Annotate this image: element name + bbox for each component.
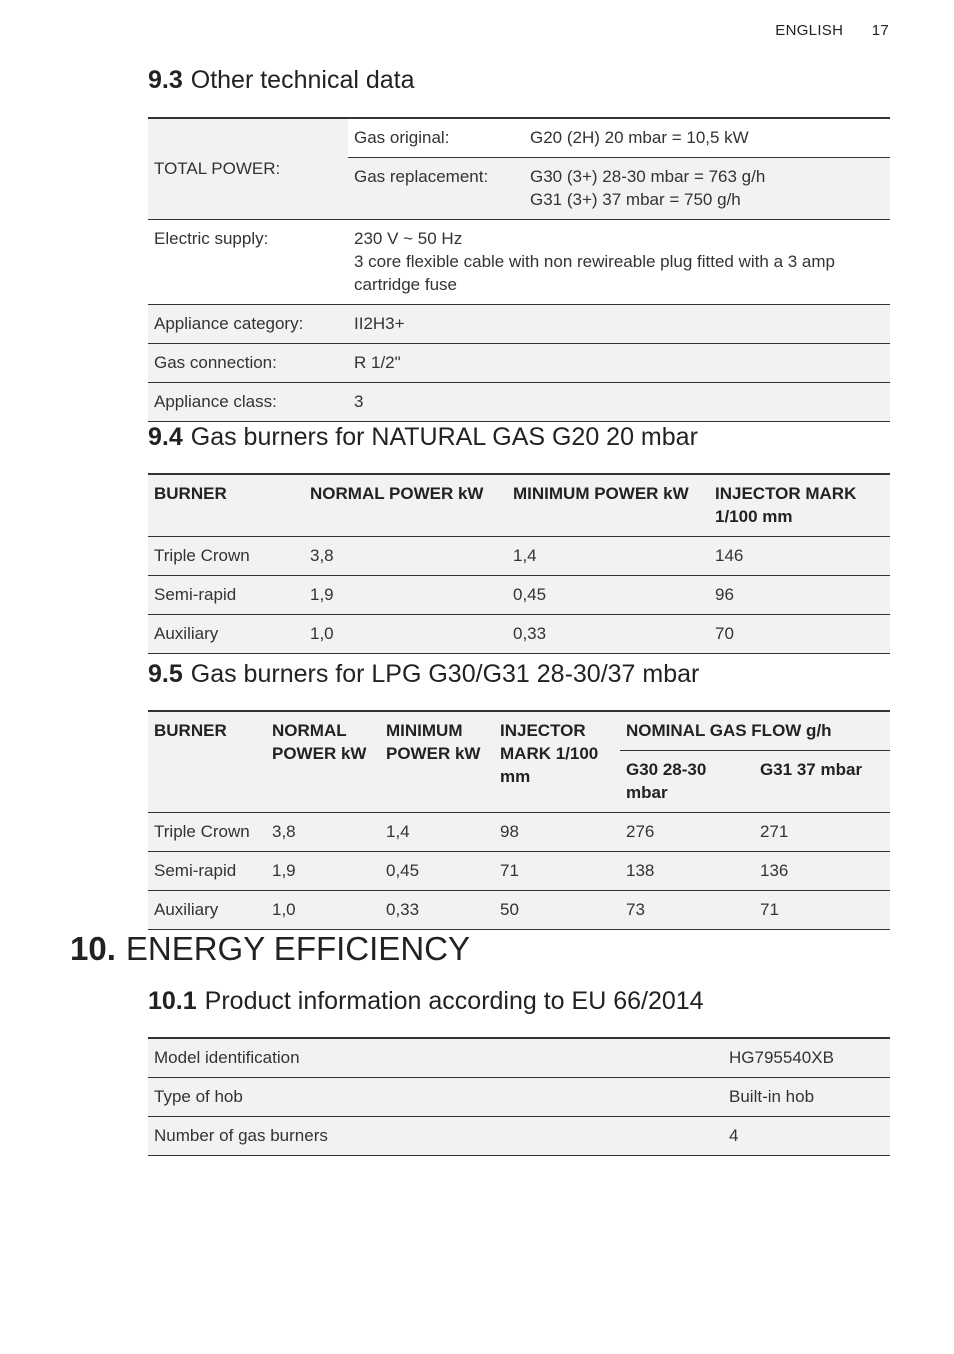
table-row [148, 1117, 890, 1156]
col-header-nominal-gas-flow: NOMINAL GAS FLOW g/h [620, 711, 890, 751]
table-row [148, 576, 890, 615]
section-10-1-heading [148, 987, 704, 1016]
total-power-label: TOTAL POWER: [148, 118, 348, 220]
other-technical-data-table [148, 117, 890, 422]
table-row [148, 813, 890, 852]
minimum-power-cell: 0,33 [380, 891, 494, 930]
normal-power-cell: 3,8 [304, 537, 507, 576]
col-header-minimum-power: MINIMUM POWER kW [507, 474, 709, 537]
appliance-class-label: Appliance class: [148, 383, 348, 422]
minimum-power-cell: 1,4 [507, 537, 709, 576]
info-value-cell: 4 [723, 1117, 890, 1156]
info-label-cell: Model identification [148, 1038, 723, 1078]
col-header-burner: BURNER [148, 711, 266, 813]
gas-connection-value: R 1/2" [348, 344, 890, 383]
section-9-5-heading [148, 660, 699, 689]
gas-replacement-value [524, 158, 890, 220]
burner-cell: Auxiliary [148, 615, 304, 654]
gas-connection-label: Gas connection: [148, 344, 348, 383]
section-title: Product information according to EU 66/2014 [204, 987, 704, 1015]
gas-replacement-line: G30 (3+) 28-30 mbar = 763 g/h [530, 167, 766, 186]
minimum-power-cell: 0,33 [507, 615, 709, 654]
table-row [148, 1078, 890, 1117]
page-number: 17 [871, 22, 889, 39]
burner-cell: Auxiliary [148, 891, 266, 930]
section-title: Gas burners for LPG G30/G31 28-30/37 mbar [190, 660, 700, 688]
gas-original-label: Gas original: [348, 118, 524, 158]
burner-cell: Semi-rapid [148, 576, 304, 615]
injector-mark-cell: 98 [494, 813, 620, 852]
info-value-cell: HG795540XB [723, 1038, 890, 1078]
product-information-table [148, 1037, 890, 1156]
burner-cell: Triple Crown [148, 813, 266, 852]
col-subheader-g30: G30 28-30 mbar [620, 751, 754, 813]
chapter-10-heading [70, 930, 470, 968]
col-header-injector-mark: INJECTOR MARK 1/100 mm [494, 711, 620, 813]
section-title: Other technical data [190, 66, 415, 94]
electric-supply-value [348, 220, 890, 305]
chapter-title: ENERGY EFFICIENCY [125, 930, 470, 967]
g30-flow-cell: 73 [620, 891, 754, 930]
col-header-burner: BURNER [148, 474, 304, 537]
minimum-power-cell: 0,45 [507, 576, 709, 615]
minimum-power-cell: 0,45 [380, 852, 494, 891]
g30-flow-cell: 138 [620, 852, 754, 891]
section-number: 9.4 [148, 423, 183, 451]
info-label-cell: Type of hob [148, 1078, 723, 1117]
section-9-3-heading [148, 66, 415, 95]
section-title: Gas burners for NATURAL GAS G20 20 mbar [190, 423, 698, 451]
natural-gas-burners-table [148, 473, 890, 654]
col-header-minimum-power: MINIMUM POWER kW [380, 711, 494, 813]
minimum-power-cell: 1,4 [380, 813, 494, 852]
section-number: 10.1 [148, 987, 197, 1015]
table-row [148, 1038, 890, 1078]
table-row [148, 537, 890, 576]
table-row [148, 852, 890, 891]
section-9-4-heading [148, 423, 698, 452]
normal-power-cell: 1,9 [266, 852, 380, 891]
injector-mark-cell: 50 [494, 891, 620, 930]
gas-original-value: G20 (2H) 20 mbar = 10,5 kW [524, 118, 890, 158]
table-row [148, 615, 890, 654]
injector-mark-cell: 71 [494, 852, 620, 891]
injector-mark-cell: 70 [709, 615, 890, 654]
col-header-normal-power: NORMAL POWER kW [266, 711, 380, 813]
g31-flow-cell: 136 [754, 852, 890, 891]
gas-replacement-line: G31 (3+) 37 mbar = 750 g/h [530, 190, 741, 209]
appliance-category-label: Appliance category: [148, 305, 348, 344]
electric-supply-line: 3 core flexible cable with non rewireable plug fitted with a 3 amp cartridge fuse [354, 252, 835, 294]
col-header-normal-power: NORMAL POWER kW [304, 474, 507, 537]
appliance-category-value: II2H3+ [348, 305, 890, 344]
electric-supply-line: 230 V ~ 50 Hz [354, 229, 463, 248]
table-row [148, 891, 890, 930]
burner-cell: Triple Crown [148, 537, 304, 576]
info-value-cell: Built-in hob [723, 1078, 890, 1117]
g30-flow-cell: 276 [620, 813, 754, 852]
burner-cell: Semi-rapid [148, 852, 266, 891]
normal-power-cell: 1,9 [304, 576, 507, 615]
g31-flow-cell: 71 [754, 891, 890, 930]
g31-flow-cell: 271 [754, 813, 890, 852]
language-label: ENGLISH [775, 22, 844, 39]
col-subheader-g31: G31 37 mbar [754, 751, 890, 813]
injector-mark-cell: 146 [709, 537, 890, 576]
page-header [775, 22, 889, 39]
normal-power-cell: 1,0 [304, 615, 507, 654]
info-label-cell: Number of gas burners [148, 1117, 723, 1156]
electric-supply-label: Electric supply: [148, 220, 348, 305]
normal-power-cell: 1,0 [266, 891, 380, 930]
gas-replacement-label: Gas replacement: [348, 158, 524, 220]
appliance-class-value: 3 [348, 383, 890, 422]
chapter-number: 10. [70, 930, 116, 967]
normal-power-cell: 3,8 [266, 813, 380, 852]
injector-mark-cell: 96 [709, 576, 890, 615]
section-number: 9.3 [148, 66, 183, 94]
lpg-burners-table [148, 710, 890, 930]
section-number: 9.5 [148, 660, 183, 688]
col-header-injector-mark: INJECTOR MARK 1/100 mm [709, 474, 890, 537]
